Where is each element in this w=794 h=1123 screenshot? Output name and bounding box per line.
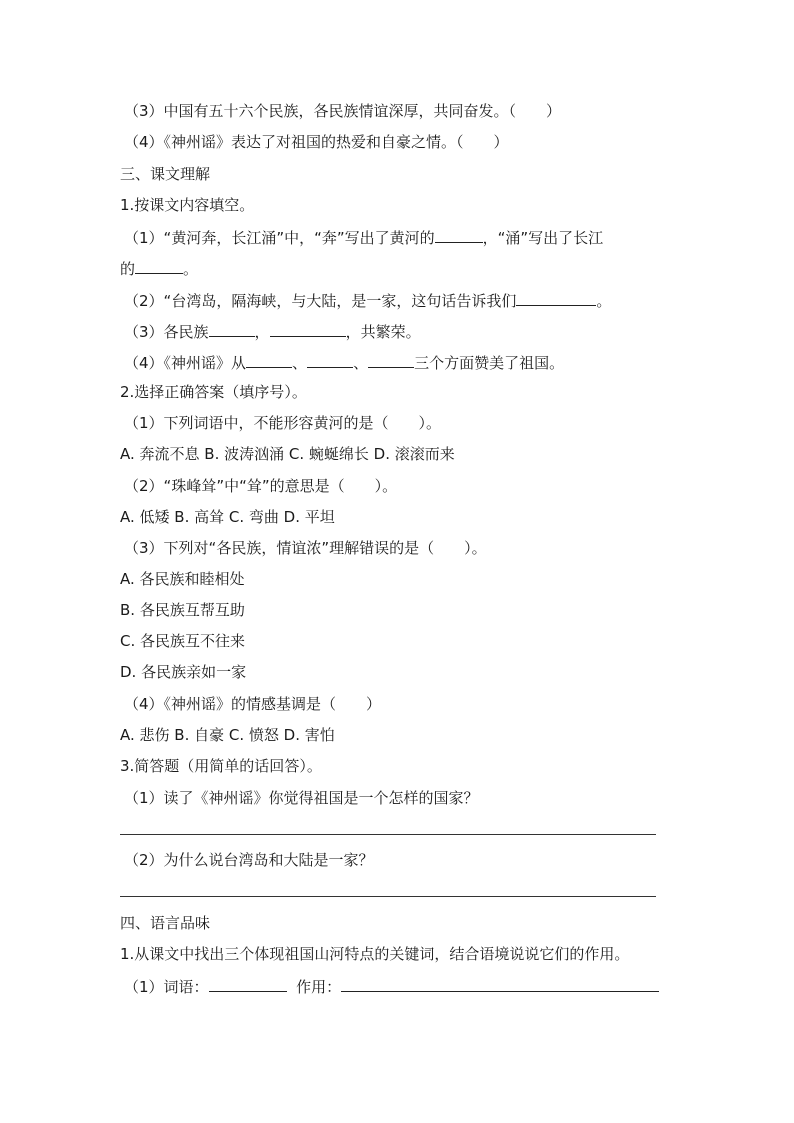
fill-blank-item-1-continued (120, 257, 198, 279)
fill-blank-item-4-text-b: 、 (292, 354, 308, 372)
answer-line[interactable] (120, 896, 656, 897)
fill-blank-item-4-text-a: （4）《神州谣》从 (124, 354, 247, 372)
short-answer-question-2: （2）为什么说台湾岛和大陆是一家？ (124, 851, 374, 869)
answer-blank[interactable] (307, 351, 353, 368)
fill-blank-item-4-text-c: 、 (353, 354, 369, 372)
part-title-fill-blank: 1.按课文内容填空。 (120, 196, 255, 214)
fill-blank-item-3-text-b: ， (254, 323, 270, 341)
fill-blank-item-2-text-a: （2）“台湾岛，隔海峡，与大陆，是一家，这句话告诉我们 (124, 292, 517, 310)
choice-question-3: （3）下列对“各民族，情谊浓”理解错误的是（ ）。 (124, 539, 487, 557)
answer-blank[interactable] (270, 320, 346, 337)
part-title-short-answer: 3.简答题（用简单的话回答）。 (120, 757, 322, 775)
choice-option-3a: A. 各民族和睦相处 (120, 570, 245, 588)
part-title-multiple-choice: 2.选择正确答案（填序号）。 (120, 383, 307, 401)
fill-blank-item-4 (124, 351, 564, 373)
true-false-item-4: （4）《神州谣》表达了对祖国的热爱和自豪之情。（ ） (124, 133, 509, 151)
section-heading-3: 三、课文理解 (120, 165, 211, 183)
answer-blank[interactable] (135, 257, 183, 274)
choice-options-1: A. 奔流不息 B. 波涛汹涌 C. 蜿蜒绵长 D. 滚滚而来 (120, 445, 455, 463)
fill-blank-item-1-text-a: （1）“黄河奔，长江涌”中，“奔”写出了黄河的 (124, 229, 435, 247)
keyword-item-1-effect-label: 作用： (296, 978, 342, 996)
fill-blank-item-3 (124, 320, 421, 342)
answer-blank[interactable] (516, 289, 596, 306)
fill-blank-item-3-text-c: ，共繁荣。 (345, 323, 421, 341)
part-title-keywords: 1.从课文中找出三个体现祖国山河特点的关键词，结合语境说说它们的作用。 (120, 945, 630, 963)
fill-blank-item-1-text-c: 的 (120, 260, 136, 278)
fill-blank-item-1-text-d: 。 (183, 260, 199, 278)
answer-blank[interactable] (209, 320, 255, 337)
keyword-item-1-word-label: （1）词语： (124, 978, 209, 996)
fill-blank-item-3-text-a: （3）各民族 (124, 323, 209, 341)
choice-options-2: A. 低矮 B. 高耸 C. 弯曲 D. 平坦 (120, 508, 335, 526)
fill-blank-item-2 (124, 289, 611, 311)
choice-question-1: （1）下列词语中，不能形容黄河的是（ ）。 (124, 414, 442, 432)
short-answer-question-1: （1）读了《神州谣》你觉得祖国是一个怎样的国家？ (124, 789, 479, 807)
answer-blank[interactable] (435, 226, 483, 243)
answer-blank[interactable] (368, 351, 414, 368)
choice-question-2: （2）“珠峰耸”中“耸”的意思是（ ）。 (124, 477, 398, 495)
choice-question-4: （4）《神州谣》的情感基调是（ ） (124, 695, 382, 713)
section-heading-4: 四、语言品味 (120, 914, 211, 932)
fill-blank-item-4-text-d: 三个方面赞美了祖国。 (414, 354, 565, 372)
answer-blank[interactable] (341, 975, 659, 992)
answer-blank[interactable] (209, 975, 287, 992)
fill-blank-item-1-text-b: ，“涌”写出了长江 (482, 229, 604, 247)
fill-blank-item-2-text-b: 。 (596, 292, 612, 310)
true-false-item-3: （3）中国有五十六个民族，各民族情谊深厚，共同奋发。（ ） (124, 102, 562, 120)
answer-line[interactable] (120, 834, 656, 835)
choice-option-3b: B. 各民族互帮互助 (120, 601, 245, 619)
choice-options-4: A. 悲伤 B. 自豪 C. 愤怒 D. 害怕 (120, 726, 335, 744)
answer-blank[interactable] (246, 351, 292, 368)
fill-blank-item-1 (124, 226, 603, 248)
choice-option-3d: D. 各民族亲如一家 (120, 663, 247, 681)
keyword-item-1 (124, 975, 659, 997)
choice-option-3c: C. 各民族互不往来 (120, 632, 246, 650)
